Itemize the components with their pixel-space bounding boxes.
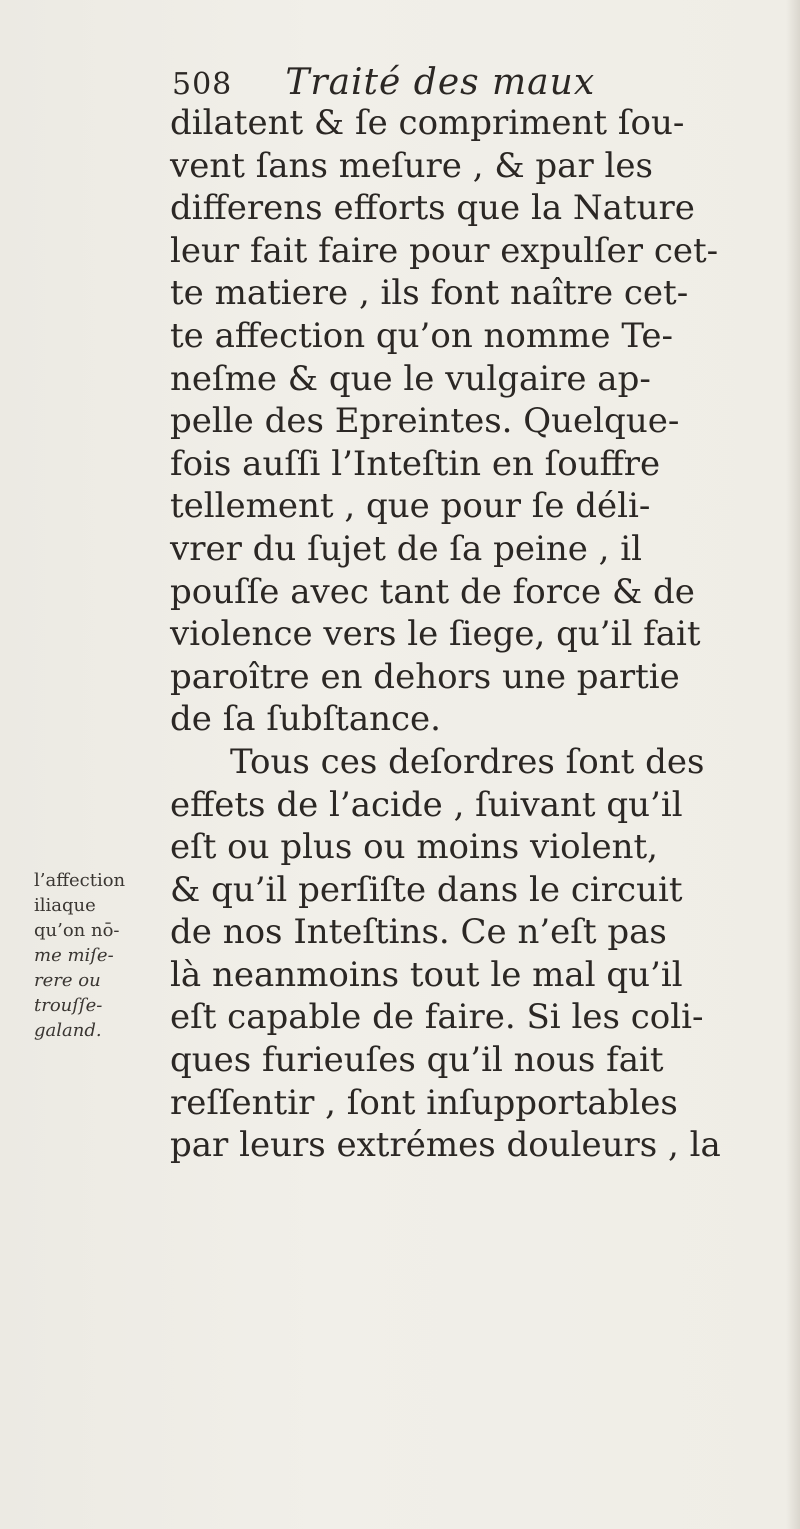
margin-note-line: iliaque (34, 895, 96, 916)
text-line: pelle des Epreintes. Quelque- (170, 401, 680, 442)
text-line: & qu’il perſiſte dans le circuit (170, 869, 683, 910)
text-line: de ſa ſubſtance. (170, 699, 441, 740)
margin-note-line: galand. (34, 1020, 102, 1041)
paragraph-first-line: Tous ces deſordres ſont des (230, 741, 705, 782)
margin-note (34, 868, 164, 1043)
page-edge-shadow (786, 0, 800, 1529)
margin-note-line: rere ou (34, 970, 101, 991)
page-header (172, 62, 595, 106)
text-line: là neanmoins tout le mal qu’il (170, 954, 683, 995)
text-line: pouſſe avec tant de force & de (170, 571, 695, 612)
text-line: vent ſans meſure , & par les (170, 145, 653, 186)
text-line: reſſentir , ſont inſupportables (170, 1082, 678, 1123)
text-line: leur fait faire pour expulſer cet- (170, 230, 719, 271)
margin-note-line: trouſſe- (34, 995, 103, 1016)
text-line: te affection qu’on nomme Te- (170, 315, 673, 356)
text-line: neſme & que le vulgaire ap- (170, 358, 651, 399)
text-line: par leurs extrémes douleurs , la (170, 1125, 721, 1166)
text-line: eſt capable de faire. Si les coli- (170, 997, 704, 1038)
running-title: Traité des maux (285, 62, 596, 103)
text-line: effets de l’acide , ſuivant qu’il (170, 784, 683, 825)
text-line: fois auſſi l’Inteſtin en ſouffre (170, 443, 661, 484)
text-line: vrer du ſujet de ſa peine , il (170, 528, 643, 569)
text-line: te matiere , ils font naître cet- (170, 273, 689, 314)
body-text (170, 102, 782, 1167)
text-line: ques furieuſes qu’il nous fait (170, 1040, 664, 1081)
page-number: 508 (172, 67, 233, 102)
text-line: violence vers le ſiege, qu’il fait (170, 614, 701, 655)
text-line: paroître en dehors une partie (170, 656, 680, 697)
text-line: tellement , que pour ſe déli- (170, 486, 651, 527)
margin-note-line: me miſe- (34, 945, 114, 966)
text-line: de nos Inteſtins. Ce n’eſt pas (170, 912, 667, 953)
margin-note-line: qu’on nō- (34, 920, 120, 941)
text-line: differens efforts que la Nature (170, 188, 695, 229)
margin-note-line: l’affection (34, 870, 126, 891)
text-line: eſt ou plus ou moins violent, (170, 827, 658, 868)
text-line: dilatent & ſe compriment ſou- (170, 103, 685, 143)
